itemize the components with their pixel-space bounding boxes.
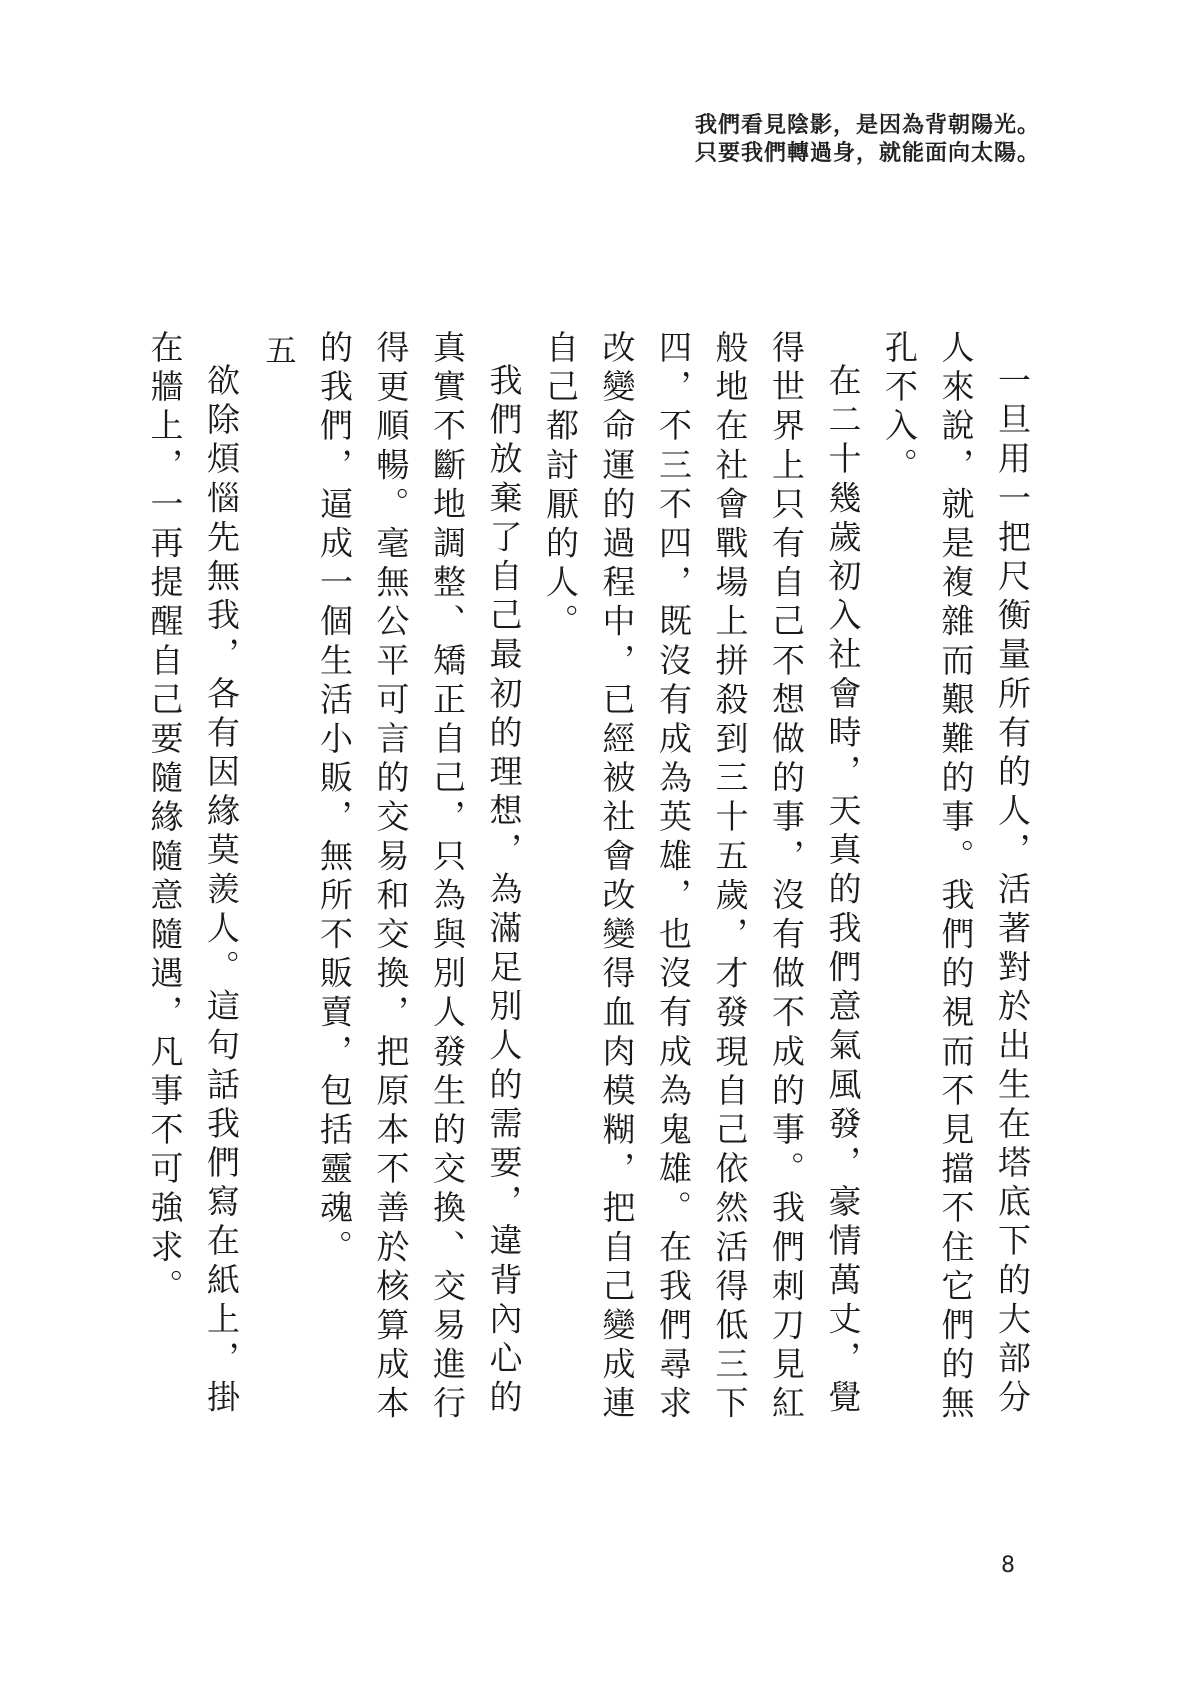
vertical-body-text bbox=[140, 330, 1040, 1450]
paragraph-1: 一旦用一把尺衡量所有的人，活著對於出生在塔底下的大部分人來說，就是複雜而艱難的事。我們的視而不見擋不住它們的無孔不入。 bbox=[880, 330, 1032, 1425]
epigraph-header bbox=[695, 112, 1040, 168]
paragraph-2: 在二十幾歲初入社會時，天真的我們意氣風發，豪情萬丈，覺得世界上只有自己不想做的事，沒有做不成的事。我們刺刀見紅般地在社會戰場上拼殺到三十五歲，才發現自己依然活得低三下四，不三不四，既沒有成為英雄，也沒有成為鬼雄。在我們尋求改變命運的過程中，已經被社會改變得血肉模糊，把自己變成連自己都討厭的人。 bbox=[541, 330, 863, 1425]
epigraph-line-1: 我們看見陰影，是因為背朝陽光。 bbox=[694, 113, 1040, 138]
section-heading: 五 bbox=[259, 334, 296, 372]
paragraph-3: 我們放棄了自己最初的理想，為滿足別人的需要，違背內心的真實不斷地調整、矯正自己，只為與別人發生的交換、交易進行得更順暢。毫無公平可言的交易和交換，把原本不善於核算成本的我們，逼成一個生活小販，無所不販賣，包括靈魂。 bbox=[315, 330, 524, 1425]
paragraph-4: 欲除煩惱先無我，各有因緣莫羨人。這句話我們寫在紙上，掛在牆上，一再提醒自己要隨緣隨意隨遇，凡事不可強求。 bbox=[145, 330, 241, 1419]
page-number: 8 bbox=[1001, 1553, 1015, 1578]
epigraph-line-2: 只要我們轉過身，就能面向太陽。 bbox=[694, 141, 1040, 166]
